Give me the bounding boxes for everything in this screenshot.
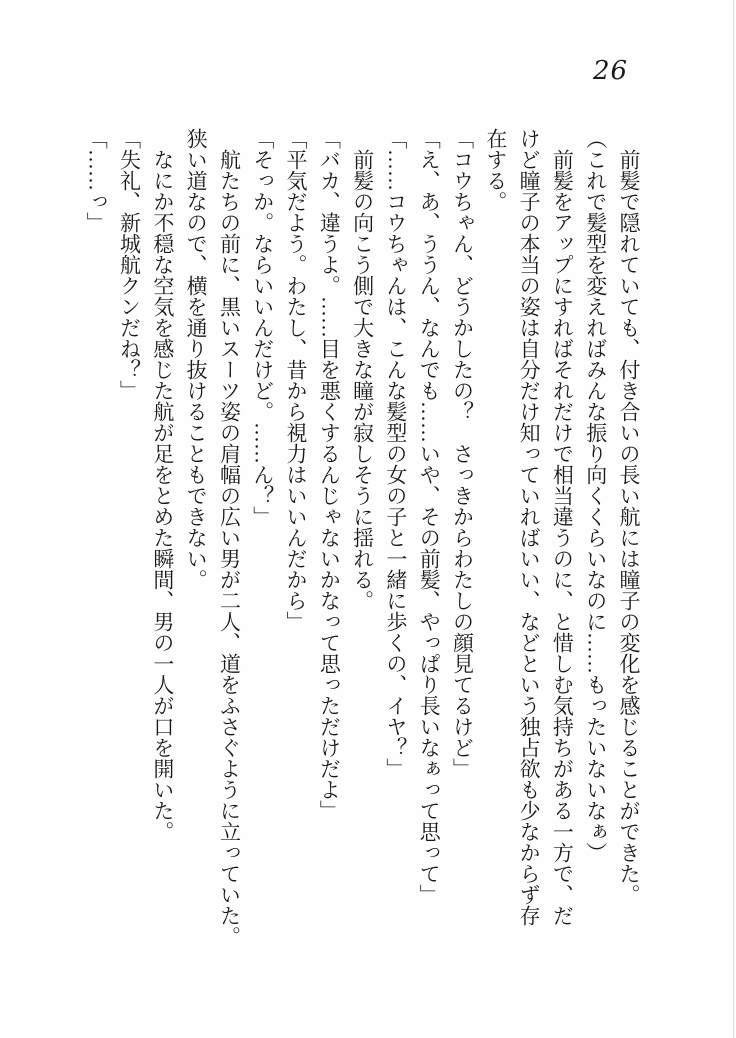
text-column: （これで髪型を変えればみんな振り向くくらいなのに……もったいないなぁ） xyxy=(583,128,608,863)
vertical-text-block xyxy=(79,128,645,950)
text-column: 「……っ」 xyxy=(84,128,109,233)
text-column: 「……コウちゃんは、こんな髪型の女の子と一緒に歩くの、イヤ？」 xyxy=(383,128,408,779)
text-column: 前髪の向こう側で大きな瞳が寂しそうに揺れる。 xyxy=(350,128,375,611)
text-column: 「え、あ、ううん、なんでも……いや、その前髪、やっぱり長いなぁって思って」 xyxy=(417,128,442,905)
page-edge-scan-artifact xyxy=(733,0,734,1038)
text-column: 在する。 xyxy=(483,128,508,212)
text-column: 「失礼、新城航クンだね？」 xyxy=(117,128,142,401)
text-column: 「バカ、違うよ。……目を悪くするんじゃないかなって思っただけだよ」 xyxy=(317,128,342,821)
page-number: 26 xyxy=(593,56,629,86)
text-column: 狭い道なので、横を通り抜けることもできない。 xyxy=(184,128,209,590)
text-column: 前髪で隠れていても、付き合いの長い航には瞳子の変化を感じることができた。 xyxy=(617,128,641,905)
text-column: 「平気だよう。わたし、昔から視力はいいんだから」 xyxy=(284,128,309,632)
text-column: 航たちの前に、黒いスーツ姿の肩幅の広い男が二人、道をふさぐように立っていた。 xyxy=(217,128,242,947)
text-column: なにか不穏な空気を感じた航が足をとめた瞬間、男の一人が口を開いた。 xyxy=(150,128,175,842)
text-column: 「そっか。ならいいんだけど。……ん？」 xyxy=(250,128,275,527)
text-column: けど瞳子の本当の姿は自分だけ知っていればいい、などという独占欲も少なからず存 xyxy=(517,128,542,926)
text-column: 前髪をアップにすればそれだけで相当違うのに、と惜しむ気持ちがある一方で、だ xyxy=(550,128,575,926)
text-column: 「コウちゃん、どうかしたの？ さっきからわたしの顔見てるけど」 xyxy=(450,128,475,779)
